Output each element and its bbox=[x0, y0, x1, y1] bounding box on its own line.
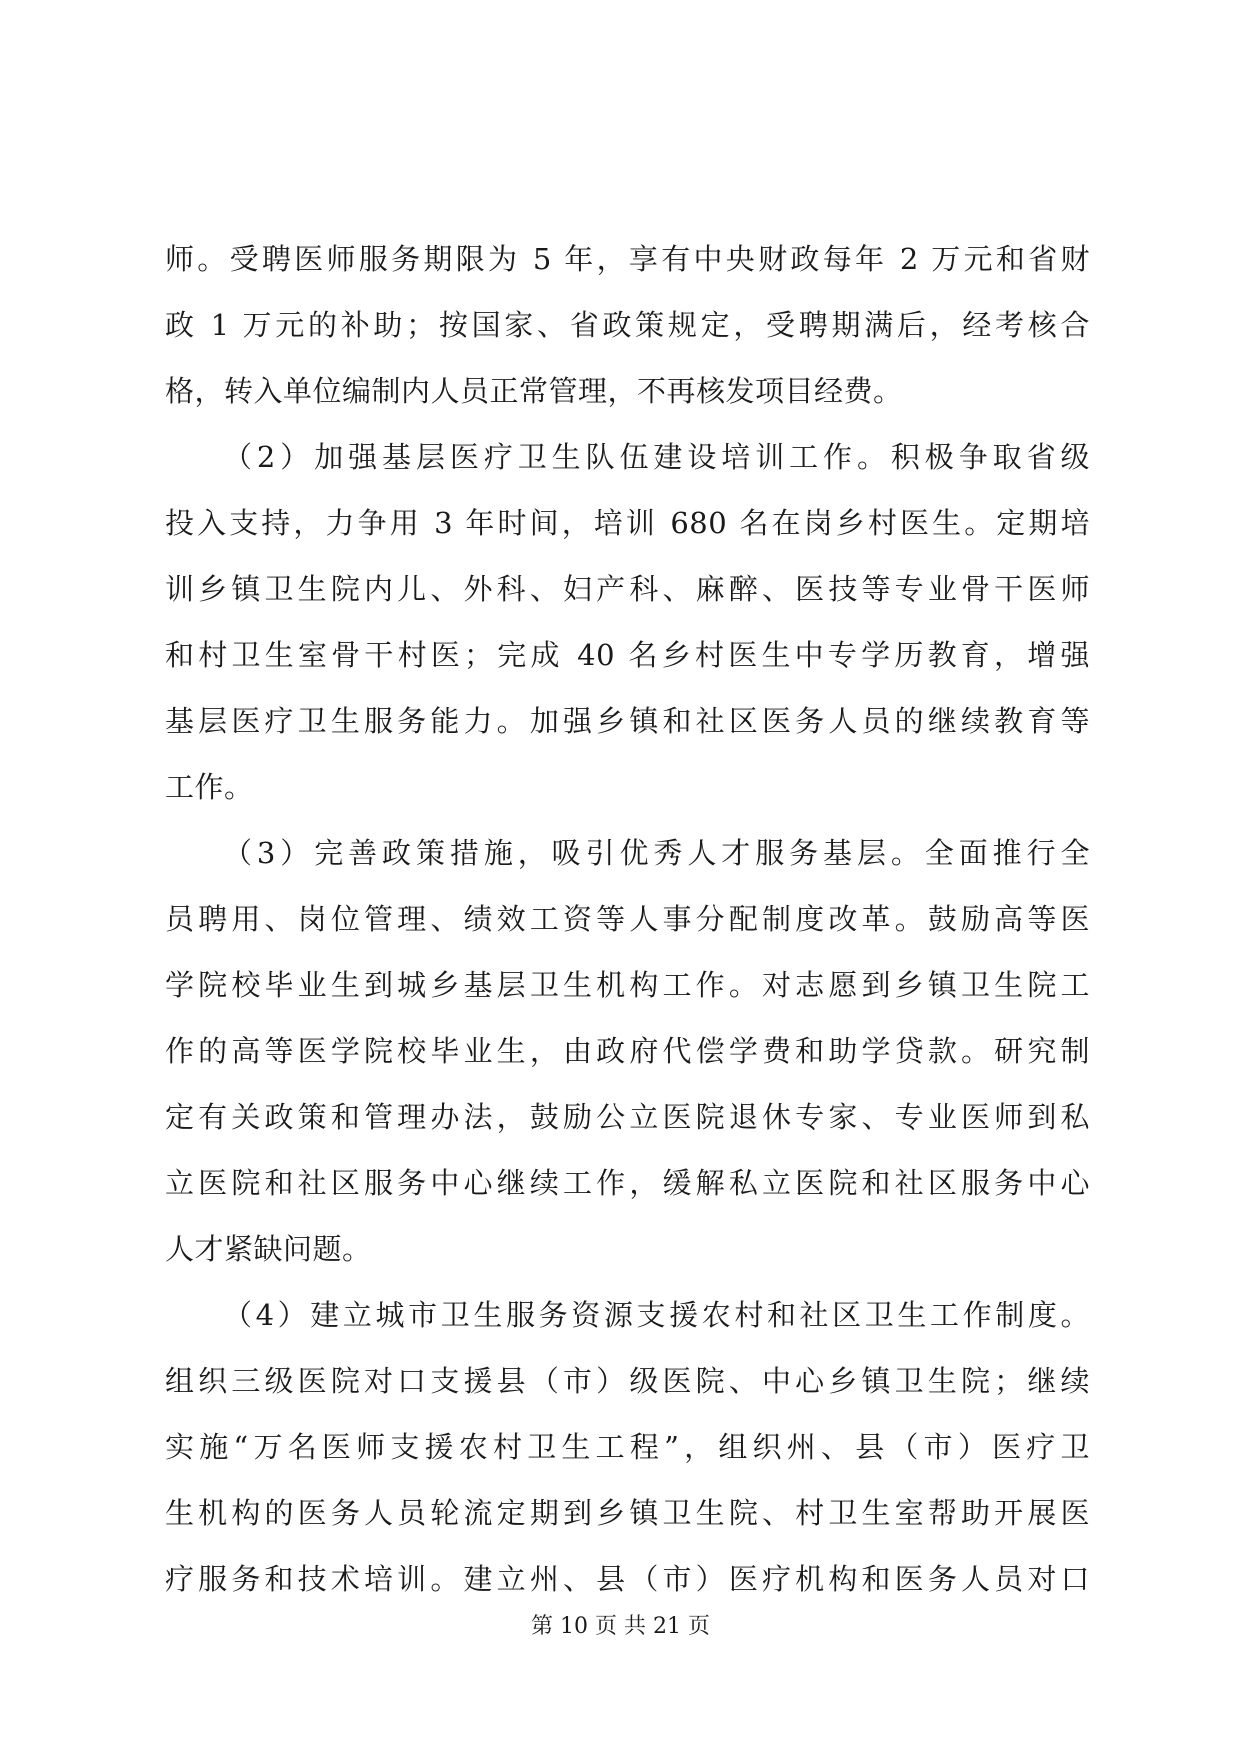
text-line: 组织三级医院对口支援县（市）级医院、中心乡镇卫生院；继续 bbox=[165, 1364, 1090, 1398]
text-line: 学院校毕业生到城乡基层卫生机构工作。对志愿到乡镇卫生院工 bbox=[165, 968, 1090, 1002]
text-line: 实施“万名医师支援农村卫生工程”，组织州、县（市）医疗卫 bbox=[165, 1430, 1090, 1464]
text-line: 作的高等医学院校毕业生，由政府代偿学费和助学贷款。研究制 bbox=[165, 1034, 1090, 1068]
text-line: 定有关政策和管理办法，鼓励公立医院退休专家、专业医师到私 bbox=[165, 1100, 1090, 1134]
text-line: 师。受聘医师服务期限为 5 年，享有中央财政每年 2 万元和省财 bbox=[165, 242, 1090, 276]
text-line: 训乡镇卫生院内儿、外科、妇产科、麻醉、医技等专业骨干医师 bbox=[165, 572, 1090, 606]
text-line: 工作。 bbox=[165, 770, 254, 804]
text-line: （4）建立城市卫生服务资源支援农村和社区卫生工作制度。 bbox=[223, 1298, 1090, 1332]
text-line: 员聘用、岗位管理、绩效工资等人事分配制度改革。鼓励高等医 bbox=[165, 902, 1090, 936]
text-line: （3）完善政策措施，吸引优秀人才服务基层。全面推行全 bbox=[223, 836, 1090, 870]
text-line: 疗服务和技术培训。建立州、县（市）医疗机构和医务人员对口 bbox=[165, 1562, 1090, 1596]
text-line: 立医院和社区服务中心继续工作，缓解私立医院和社区服务中心 bbox=[165, 1166, 1090, 1200]
page-footer: 第 10 页 共 21 页 bbox=[531, 1614, 710, 1639]
text-line: （2）加强基层医疗卫生队伍建设培训工作。积极争取省级 bbox=[223, 440, 1090, 474]
text-line: 和村卫生室骨干村医；完成 40 名乡村医生中专学历教育，增强 bbox=[165, 638, 1090, 672]
text-line: 人才紧缺问题。 bbox=[165, 1232, 372, 1266]
text-line: 生机构的医务人员轮流定期到乡镇卫生院、村卫生室帮助开展医 bbox=[165, 1496, 1090, 1530]
text-line: 政 1 万元的补助；按国家、省政策规定，受聘期满后，经考核合 bbox=[165, 308, 1090, 342]
text-line: 基层医疗卫生服务能力。加强乡镇和社区医务人员的继续教育等 bbox=[165, 704, 1090, 738]
text-line: 格，转入单位编制内人员正常管理，不再核发项目经费。 bbox=[165, 374, 903, 408]
text-line: 投入支持，力争用 3 年时间，培训 680 名在岗乡村医生。定期培 bbox=[165, 506, 1090, 540]
body-text bbox=[165, 226, 1090, 1612]
